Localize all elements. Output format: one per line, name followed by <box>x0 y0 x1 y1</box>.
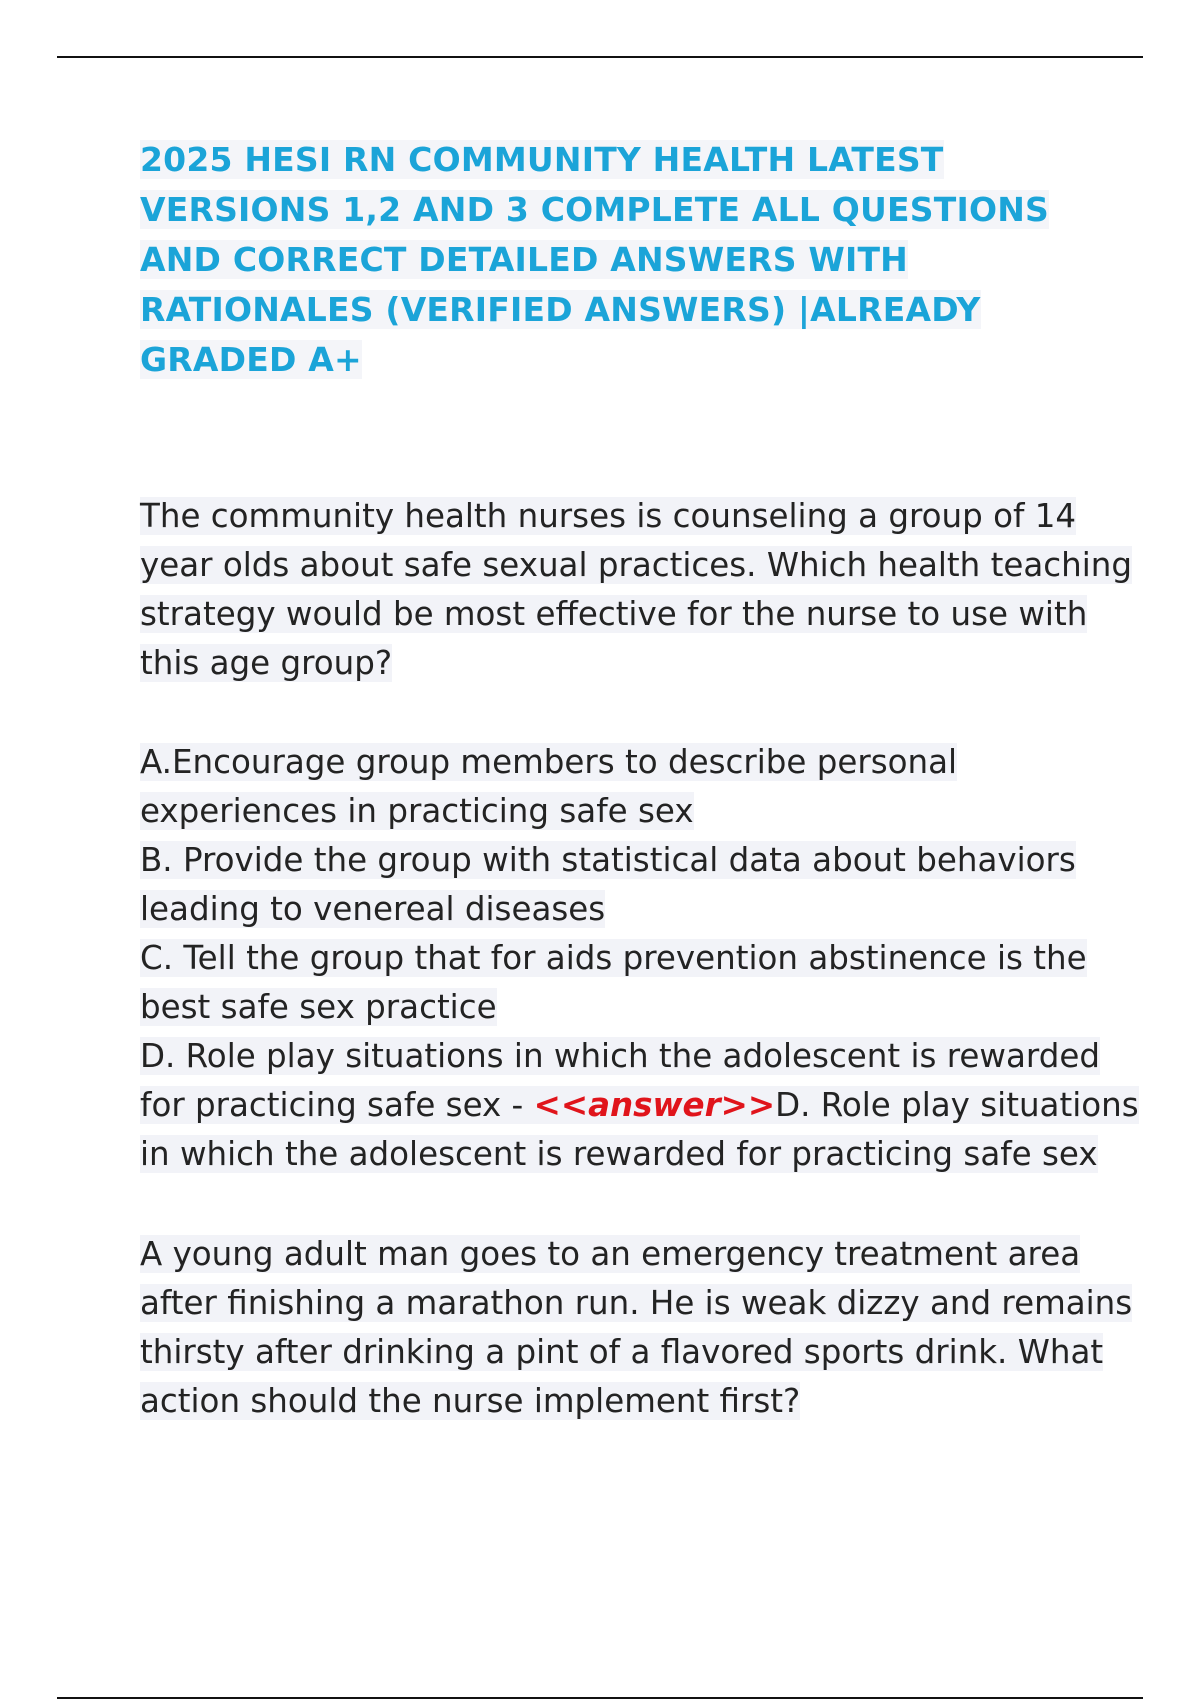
question-2-stem <box>140 1230 1140 1426</box>
document-title <box>140 135 1080 385</box>
top-rule <box>57 56 1143 58</box>
question-2-stem-text: A young adult man goes to an emergency treatment area after finishing a marathon run. He is weak dizzy and remains thirsty after drinking a pint of a flavored sports drink. What action should the nurse implement first? <box>140 1235 1133 1420</box>
option-b <box>140 836 1140 934</box>
option-d <box>140 1032 1140 1179</box>
question-1-stem-text: The community health nurses is counseling a group of 14 year olds about safe sexual practices. Which health teaching strategy would be most effective for the nurse to use with this age group? <box>140 497 1132 682</box>
answer-marker: <<answer>> <box>533 1086 776 1124</box>
option-a <box>140 738 1140 836</box>
question-1-options <box>140 738 1140 1179</box>
answer-text: D. Role play situations in which the adolescent is rewarded for practicing safe sex <box>140 1086 1139 1173</box>
option-b-text: B. Provide the group with statistical data about behaviors leading to venereal diseases <box>140 841 1076 928</box>
question-1-stem <box>140 492 1140 688</box>
bottom-rule <box>57 1697 1143 1699</box>
option-a-text: A.Encourage group members to describe personal experiences in practicing safe sex <box>140 743 958 830</box>
option-c <box>140 934 1140 1032</box>
option-c-text: C. Tell the group that for aids prevention abstinence is the best safe sex practice <box>140 939 1087 1026</box>
document-title-text: 2025 HESI RN COMMUNITY HEALTH LATEST VERSIONS 1,2 AND 3 COMPLETE ALL QUESTIONS AND CORRECT DETAILED ANSWERS WITH RATIONALES (VERIFIED ANSWERS) |ALREADY GRADED A+ <box>140 140 1049 379</box>
option-d-text: D. Role play situations in which the adolescent is rewarded for practicing safe sex - <box>140 1037 1100 1124</box>
